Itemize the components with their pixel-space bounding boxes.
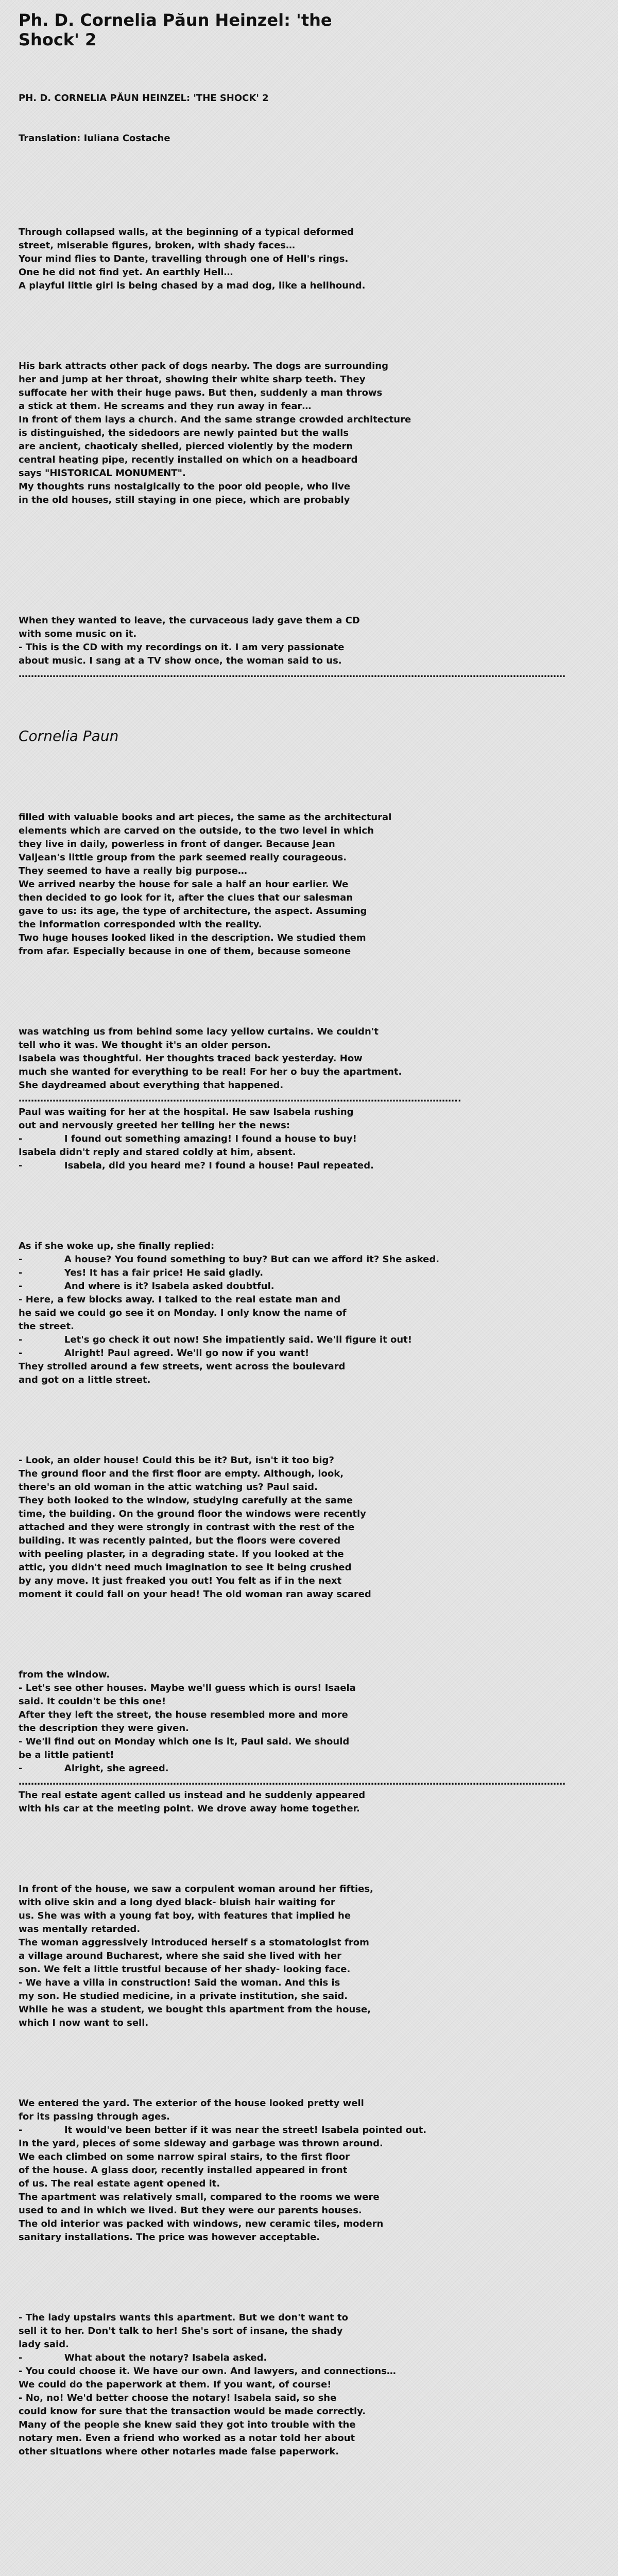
- paragraph: Through collapsed walls, at the beginning of a typical deformed street, miserable figures, broken, with shady faces… Your mind flies to Dante, travelling through one of Hell's rings. One he did not find yet. An earthly Hell… A playful little girl is being chased by a mad dog, like a hellhound.: [19, 227, 366, 291]
- paragraph: When they wanted to leave, the curvaceous lady gave them a CD with some music on it. - This is the CD with my recordings on it. I am very passionate about music. I sang at a TV show once, the woman said to us. ……………………………………………………………………………………………………………………………………………………………: [19, 615, 565, 680]
- paragraph: was watching us from behind some lacy yellow curtains. We couldn't tell who it was. We thought it's an older person. Isabela was thoughtful. Her thoughts traced back yesterday. How much she wanted for everything to be real! For her o buy the apartment. She daydreamed about everything that happened. …………………………………………………………………………………………………………………………….. Paul was waiting for her at the hospital. He saw Isabela rushing out and nervously greeted her telling her the news: - I found out something amazing! I found a house to buy! Isabela didn't reply and stared coldly at him, absent. - Isabela, did you heard me? I found a house! Paul repeated.: [19, 1026, 461, 1171]
- document-body: [19, 65, 618, 2485]
- author-name: Cornelia Paun: [19, 727, 119, 744]
- page-title: Ph. D. Cornelia Păun Heinzel: 'the Shock' 2: [19, 10, 332, 49]
- translation-credit: Translation: Iuliana Costache: [19, 133, 170, 144]
- paragraph: from the window. - Let's see other houses. Maybe we'll guess which is ours! Isaela said. It couldn't be this one! After they left the street, the house resembled more and more the description they were given. - We'll find out on Monday which one is it, Paul said. We should be a little patient! - Alright, she agreed. …………………………………………………………………………………………………………………………………………………………… The real estate agent called us instead and he suddenly appeared with his car at the meeting point. We drove away home together.: [19, 1669, 565, 1814]
- paragraph: We entered the yard. The exterior of the house looked pretty well for its passing through ages. - It would've been better if it was near the street! Isabela pointed out. In the yard, pieces of some sideway and garbage was thrown around. We each climbed on some narrow spiral stairs, to the first floor of the house. A glass door, recently installed appeared in front of us. The real estate agent opened it. The apartment was relatively small, compared to the rooms we were used to and in which we lived. But they were our parents houses. The old interior was packed with windows, new ceramic tiles, modern sanitary installations. The price was however acceptable.: [19, 2098, 427, 2243]
- paragraph: - The lady upstairs wants this apartment. But we don't want to sell it to her. Don't talk to her! She's sort of insane, the shady lady said. - What about the notary? Isabela asked. - You could choose it. We have our own. And lawyers, and connections… We could do the paperwork at them. If you want, of course! - No, no! We'd better choose the notary! Isabela said, so she could know for sure that the transaction would be made correctly. Many of the people she knew said they got into trouble with the notary men. Even a friend who worked as a notar told her about other situations where other notaries made false paperwork.: [19, 2312, 396, 2457]
- paragraph: As if she woke up, she finally replied: - A house? You found something to buy? But can we afford it? She asked. - Yes! It has a fair price! He said gladly. - And where is it? Isabela asked doubtful. - Here, a few blocks away. I talked to the real estate man and he said we could go see it on Monday. I only know the name of the street. - Let's go check it out now! She impatiently said. We'll figure it out! - Alright! Paul agreed. We'll go now if you want! They strolled around a few streets, went across the boulevard and got on a little street.: [19, 1241, 440, 1385]
- document-subtitle: PH. D. CORNELIA PĂUN HEINZEL: 'THE SHOCK' 2: [19, 93, 269, 104]
- paragraph: His bark attracts other pack of dogs nearby. The dogs are surrounding her and jump at her throat, showing their white sharp teeth. They suffocate her with their huge paws. But then, suddenly a man throws a stick at them. He screams and they run away in fear… In front of them lays a church. And the same strange crowded architecture is distinguished, the sidedoors are newly painted but the walls are ancient, chaoticaly shelled, pierced violently by the modern central heating pipe, recently installed on which on a headboard says "HISTORICAL MONUMENT". My thoughts runs nostalgically to the poor old people, who live in the old houses, still staying in one piece, which are probably: [19, 361, 411, 505]
- paragraph: In front of the house, we saw a corpulent woman around her fifties, with olive skin and a long dyed black- bluish hair waiting for us. She was with a young fat boy, with features that implied he was mentally retarded. The woman aggressively introduced herself s a stomatologist from a village around Bucharest, where she said she lived with her son. We felt a little trustful because of her shady- looking face. - We have a villa in construction! Said the woman. And this is my son. He studied medicine, in a private institution, she said. While he was a student, we bought this apartment from the house, which I now want to sell.: [19, 1884, 373, 2028]
- paragraph: - Look, an older house! Could this be it? But, isn't it too big? The ground floor and the first floor are empty. Although, look, there's an old woman in the attic watching us? Paul said. They both looked to the window, studying carefully at the same time, the building. On the ground floor the windows were recently attached and they were strongly in contrast with the rest of the building. It was recently painted, but the floors were covered with peeling plaster, in a degrading state. If you looked at the attic, you didn't need much imagination to see it being crushed by any move. It just freaked you out! You felt as if in the next moment it could fall on your head! The old woman ran away scared: [19, 1455, 371, 1600]
- paragraph: filled with valuable books and art pieces, the same as the architectural elements which are carved on the outside, to the two level in which they live in daily, powerless in front of danger. Because Jean Valjean's little group from the park seemed really courageous. They seemed to have a really big purpose… We arrived nearby the house for sale a half an hour earlier. We then decided to go look for it, after the clues that our salesman gave to us: its age, the type of architecture, the aspect. Assuming the information corresponded with the reality. Two huge houses looked liked in the description. We studied them from afar. Especially because in one of them, because someone: [19, 812, 392, 957]
